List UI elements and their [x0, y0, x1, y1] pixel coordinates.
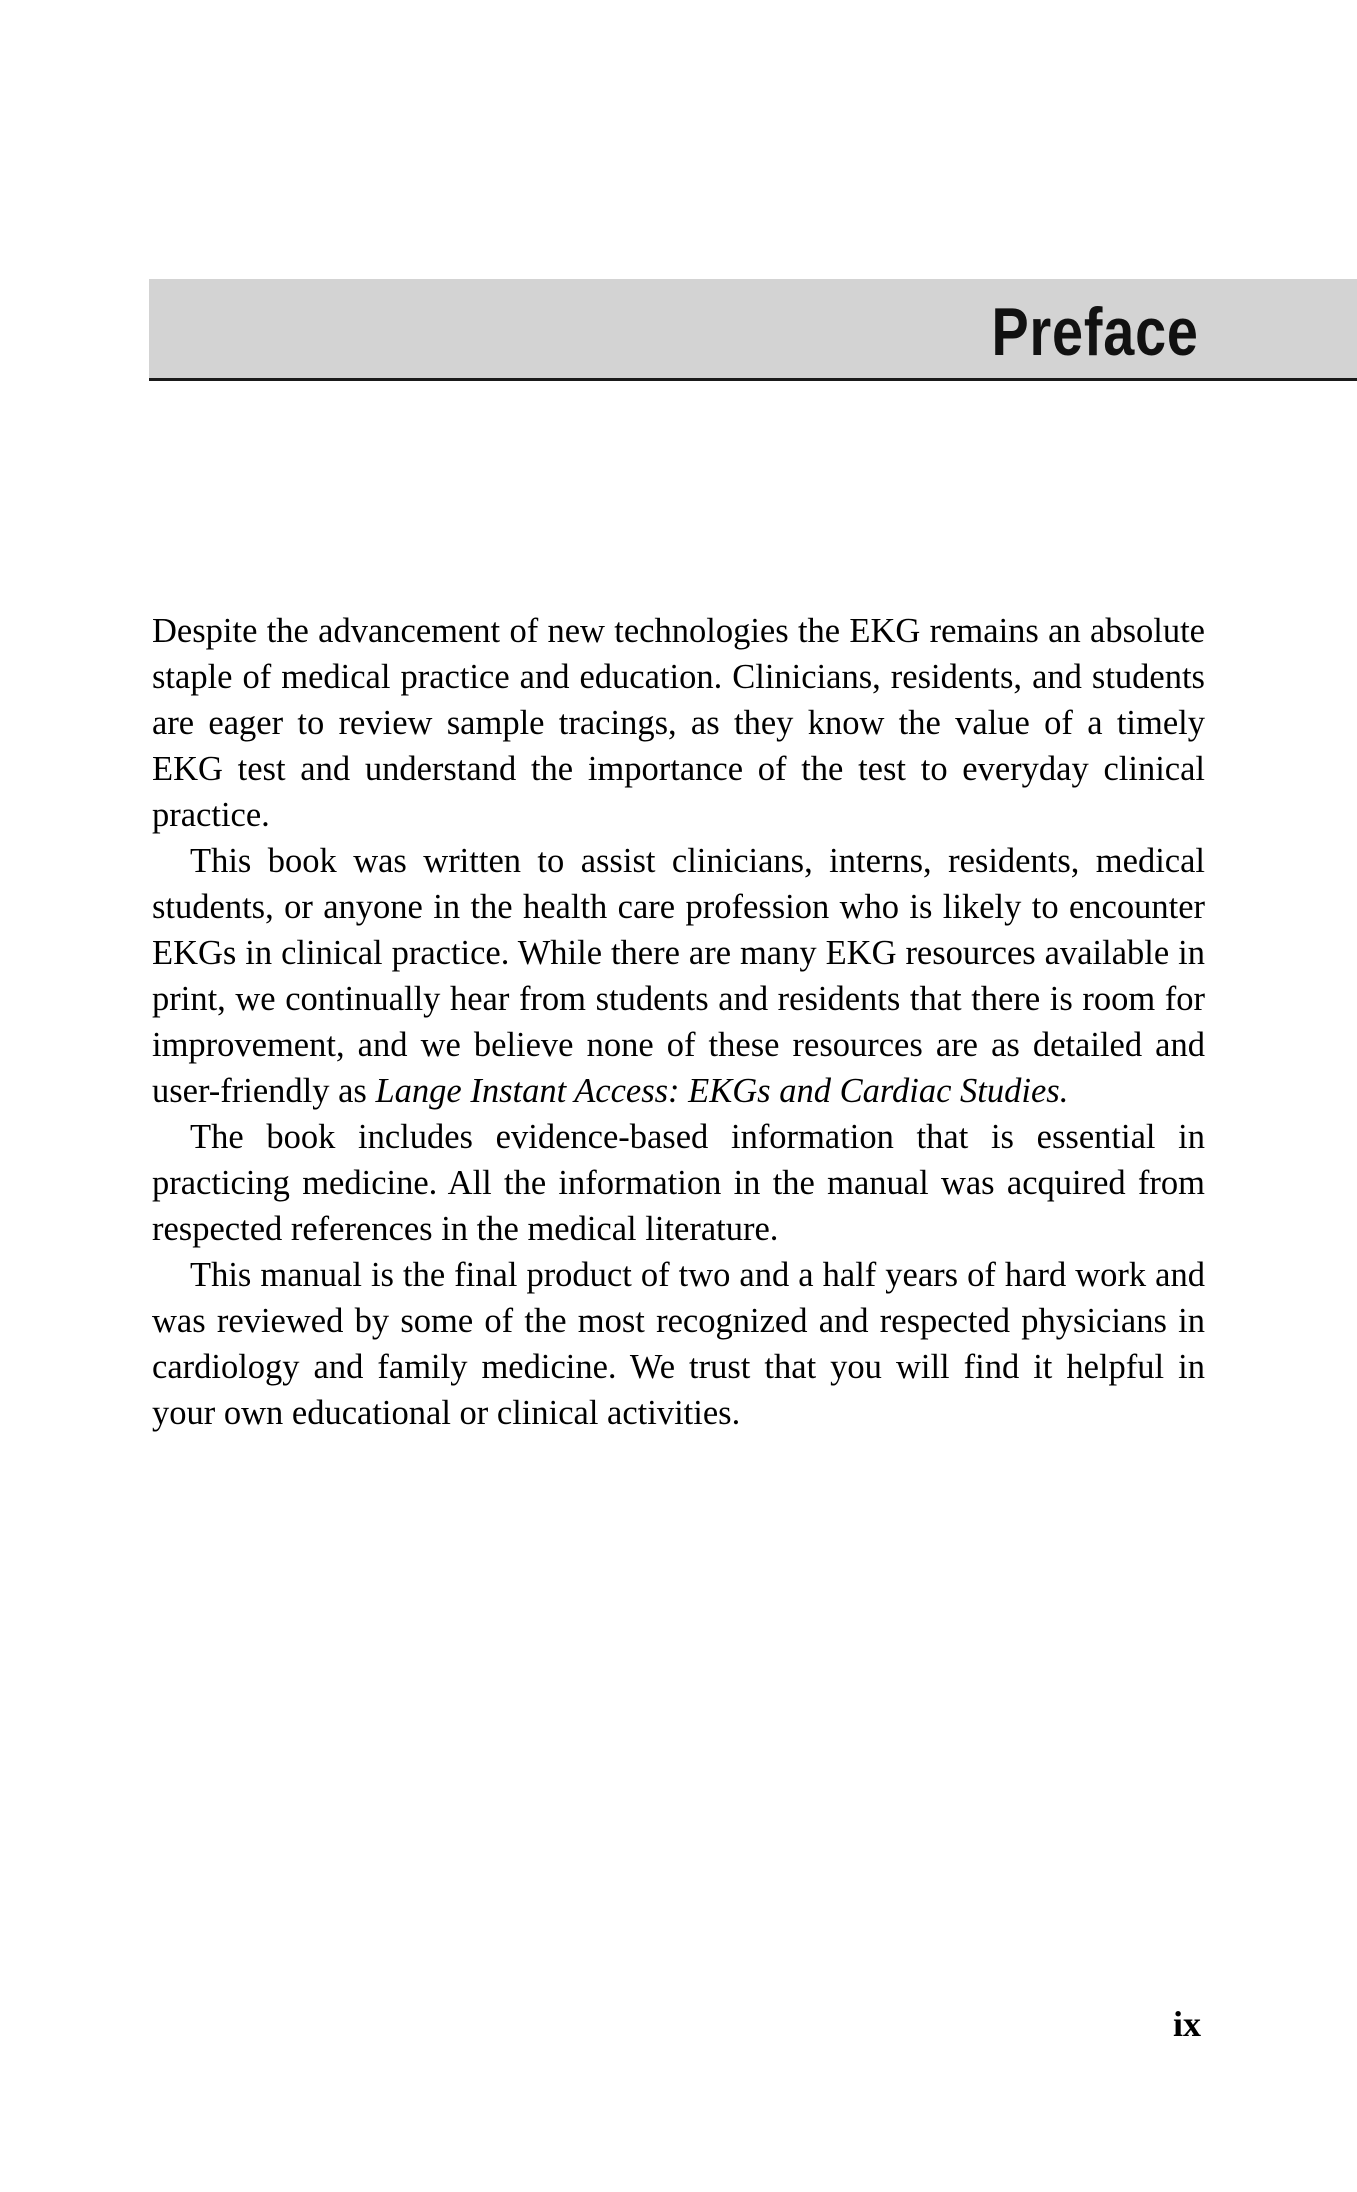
paragraph-2 [152, 838, 1205, 1114]
book-title: Lange Instant Access: EKGs and Cardiac Studies. [375, 1072, 1069, 1110]
paragraph-2-text: This book was written to assist clinicians, interns, residents, medical students, or anyone in the health care profession who is likely to encounter EKGs in clinical practice. While there are many EKG resources available in print, we continually hear from students and residents that there is room for improvement, and we believe none of these resources are as detailed and user-friendly as [152, 842, 1205, 1110]
paragraph-3: The book includes evidence-based information that is essential in practicing medicine. All the information in the manual was acquired from respected references in the medical literature. [152, 1118, 1205, 1248]
page-title: Preface [991, 294, 1199, 370]
page-number: ix [1172, 2004, 1201, 2044]
body-text [152, 608, 1205, 1436]
paragraph-4: This manual is the final product of two and a half years of hard work and was reviewed by some of the most recognized and respected physicians in cardiology and family medicine. We trust that you will find it helpful in your own educational or clinical activities. [152, 1256, 1205, 1432]
paragraph-1: Despite the advancement of new technologies the EKG remains an absolute staple of medical practice and education. Clinicians, residents, and students are eager to review sample tracings, as they know the value of a timely EKG test and understand the importance of the test to everyday clinical practice. [152, 612, 1205, 834]
